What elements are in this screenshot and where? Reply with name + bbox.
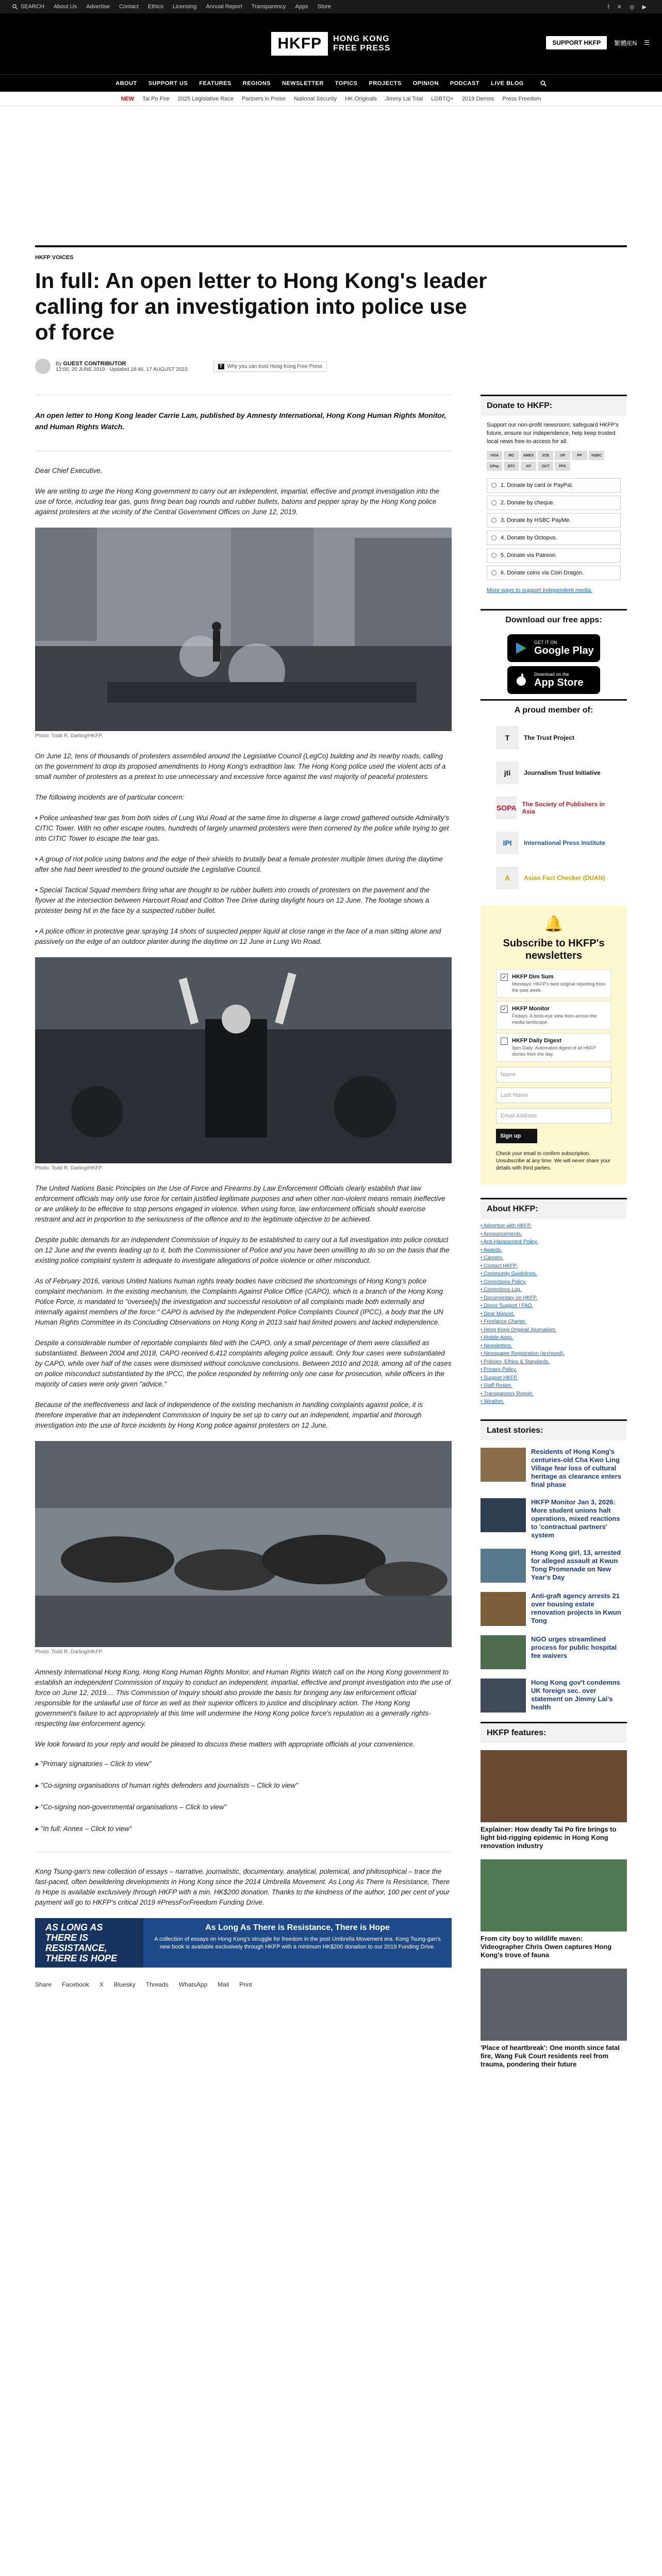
newsletter-option[interactable]: ✓ HKFP Monitor Fridays: A birds-eye view from across the media landscape. — [496, 1001, 611, 1030]
top-link-advertise[interactable]: Advertise — [86, 4, 110, 10]
share-x[interactable]: X — [99, 1981, 104, 1988]
list-item[interactable] — [481, 1448, 627, 1489]
more-ways-link[interactable]: More ways to support independent media. — [487, 587, 592, 594]
menu-icon[interactable]: ☰ — [644, 39, 650, 46]
paragraph: As of February 2016, various United Nations human rights treaty bodies have criticised the shortcomings of Hong Kong's police complaint mechanism. In the existing mechanism, the Complaints Against Police Office (CAPO), which is a branch of the Hong Kong Police Force, is mandated to "oversee[s] the investigation and successful resolution of all complaints made both externally and internally against members of the force." CAPO is advised by the Independent Police Complaints Council (IPCC), a body that the UN Human Rights Committee in its Concluding Observations on Hong Kong in 2013 said had limited powers and lacked independence. — [35, 1277, 443, 1326]
donate-option-coin-dragon[interactable]: 6. Donate coins via Coin Dragon. — [487, 566, 621, 580]
main-nav — [0, 74, 662, 92]
search-icon — [12, 4, 18, 9]
top-link-transparency[interactable]: Transparency — [251, 4, 286, 10]
paragraph: • Police unleashed tear gas from both sides of Lung Wui Road at the same time to disperse a large crowd gathered outside Admiralty's CITIC Tower. With no other escape routes, hundreds of largely unarmed protesters were then cornered by the police while trying to get into CITIC Tower to escape the tear gas. — [35, 814, 449, 842]
paragraph: Despite public demands for an independent Commission of Inquiry to be established to carry out a full investigation into police conduct on 12 June and the events leading up to it, both the Commissioner of Police and you have been unwilling to do so on the basis that the existing police complaint system is adequate to investigate allegations of police violence or other misconduct. — [35, 1236, 450, 1264]
trending-link[interactable]: National Security — [293, 95, 337, 102]
book-cover: AS LONG AS THERE IS RESISTANCE, THERE IS HOPE — [35, 1918, 143, 1968]
toggle-cosigning-ngos[interactable]: ▸ "Co-signing non-governmental organisations – Click to view" — [35, 1803, 227, 1811]
latest-stories — [481, 1448, 627, 1713]
about-link[interactable]: • Transparency Report. — [481, 1390, 627, 1398]
payment-card-icon: BTC — [504, 462, 519, 471]
story-thumbnail[interactable] — [481, 1498, 526, 1532]
nav-features[interactable]: FEATURES — [199, 80, 231, 87]
payment-card-icon: UP — [555, 451, 570, 460]
top-link-ethics[interactable]: Ethics — [147, 4, 163, 10]
sidebar — [481, 395, 627, 2078]
about-link[interactable]: • Careers. — [481, 1254, 627, 1262]
trending-link[interactable]: Partners in Prose — [241, 95, 286, 102]
about-link[interactable]: • Community Guidelines. — [481, 1270, 627, 1278]
paragraph: • A group of riot police using batons and the edge of their shields to brutally beat a female protester multiple times during the daytime after she had been wrestled to the ground outside the Legislative Council. — [35, 855, 443, 873]
nav-newsletter[interactable]: NEWSLETTER — [282, 80, 324, 87]
radio-icon — [491, 518, 496, 523]
app-store-button[interactable]: Download on the App Store — [507, 666, 600, 694]
radio-icon — [491, 553, 496, 558]
about-link[interactable]: • Advertise with HKFP. — [481, 1222, 627, 1230]
photo-caption: Photo: Todd R. Darling/HKFP. — [35, 1649, 103, 1655]
trending-link[interactable]: Jimmy Lai Trial — [385, 95, 423, 102]
payment-card-icon: PP — [572, 451, 587, 460]
about-link[interactable]: • Contact HKFP. — [481, 1262, 627, 1270]
category-tag[interactable]: HKFP VOICES — [35, 255, 74, 261]
about-link[interactable]: • Support HKFP. — [481, 1374, 627, 1382]
jti-logo: jti — [496, 761, 519, 784]
protest-photo — [35, 528, 452, 731]
toggle-annex[interactable]: ▸ "In full: Annex – Click to view" — [35, 1825, 132, 1833]
story-thumbnail[interactable] — [481, 1549, 526, 1583]
google-play-icon — [515, 641, 528, 655]
paragraph: We look forward to your reply and would be pleased to discuss these matters with appropriate officials at your convenience. — [35, 1740, 415, 1748]
share-label: Share — [35, 1981, 52, 1988]
trending-link[interactable]: 2025 Legislative Race — [177, 95, 234, 102]
article-dates: 12:00, 20 JUNE 2019 · Updated 18:46, 17 AUGUST 2023 — [56, 366, 188, 372]
about-link[interactable]: • Weather. — [481, 1398, 627, 1406]
article-body — [35, 395, 452, 2078]
last-name-input[interactable]: Last Name — [496, 1088, 611, 1103]
photo-scene — [35, 1441, 452, 1647]
about-link[interactable]: • Corrections Log. — [481, 1286, 627, 1294]
payment-card-icon: MC — [504, 451, 519, 460]
list-item[interactable] — [481, 1750, 627, 1850]
paragraph: The following incidents are of particular concern: — [35, 793, 185, 801]
member-sopa[interactable]: SOPA The Society of Publishers in Asia — [481, 790, 627, 825]
logo-line-2: FREE PRESS — [333, 44, 391, 53]
list-item[interactable] — [481, 1549, 627, 1583]
top-link-about[interactable]: About Us — [53, 4, 77, 10]
share-whatsapp[interactable]: WhatsApp — [178, 1981, 208, 1988]
radio-icon — [491, 570, 496, 575]
story-title[interactable]: NGO urges streamlined process for public hospital fee waivers — [531, 1635, 617, 1659]
list-item[interactable] — [481, 1635, 627, 1669]
list-item[interactable] — [481, 1679, 627, 1713]
about-link[interactable]: • Anti-Harassment Policy. — [481, 1238, 627, 1246]
book-title: As Long As There is Resistance, There is Hope — [205, 1923, 390, 1932]
support-hkfp-button[interactable]: SUPPORT HKFP — [546, 36, 607, 49]
trust-badge[interactable]: T Why you can trust Hong Kong Free Press — [213, 361, 327, 372]
trending-link[interactable]: Tai Po Fire — [142, 95, 170, 102]
paragraph: On June 12, tens of thousands of protesters assembled around the Legislative Council (LegCo) building and its nearby roads, calling on the government to drop its proposed amendments to Hong Kong's extradition law. The Hong Kong police used the violent acts of a small number of protesters as a pretext to use unnecessary and excessive force against the vast majority of peaceful protesters. — [35, 752, 446, 781]
about-link[interactable]: • Policies, Ethics & Standards. — [481, 1358, 627, 1366]
author-name[interactable]: GUEST CONTRIBUTOR — [63, 360, 126, 367]
payment-card-icon: VISA — [487, 451, 502, 460]
about-link[interactable]: • Privacy Policy. — [481, 1366, 627, 1374]
apple-icon — [515, 673, 528, 687]
donate-heading: Donate to HKFP: — [481, 395, 627, 416]
donate-text: Support our non-profit newsroom; safeguard HKFP's future, ensure our independence, help keep trusted local news free-to-access for all. — [487, 422, 619, 445]
fact-checker-logo: A — [496, 867, 519, 889]
story-thumbnail[interactable] — [481, 1635, 526, 1669]
list-item[interactable] — [481, 1969, 627, 2069]
about-link[interactable]: • Announcements. — [481, 1230, 627, 1239]
nav-projects[interactable]: PROJECTS — [369, 80, 402, 87]
protest-photo — [35, 957, 452, 1163]
trending-new-label: NEW — [121, 95, 135, 102]
donate-option-patreon[interactable]: 5. Donate via Patreon. — [487, 548, 621, 563]
first-name-input[interactable]: Name — [496, 1067, 611, 1082]
donate-option-octopus[interactable]: 4. Donate by Octopus. — [487, 531, 621, 545]
donate-option-card[interactable]: 1. Donate by card or PayPal. — [487, 478, 621, 493]
feature-title[interactable]: 'Place of heartbreak': One month since fatal fire, Wang Fuk Court residents reel from trauma, pondering their future — [481, 2043, 620, 2068]
share-mail[interactable]: Mail — [218, 1981, 229, 1988]
payment-card-icon: JCB — [538, 451, 553, 460]
language-switch[interactable]: 繁體/EN — [614, 39, 637, 47]
payment-cards — [481, 451, 627, 475]
top-link-apps[interactable]: Apps — [295, 4, 308, 10]
member-trust-project[interactable]: T The Trust Project — [481, 720, 627, 755]
trust-icon: T — [218, 364, 224, 369]
signup-note: Check your email to confirm subscription. Unsubscribe at any time. We will never share your details with third parties. — [496, 1151, 611, 1171]
paragraph: Because of the ineffectiveness and lack of independence of the existing mechanism in handling complaints against police, it is therefore imperative that an independent Commission of Inquiry be set up to carry out an independent, impartial and thorough investigation into the use of force incidents by Hong Kong police against protesters on 12 June. — [35, 1401, 423, 1429]
trending-link[interactable]: LGBTQ+ — [431, 95, 454, 102]
latest-heading: Latest stories: — [481, 1419, 627, 1440]
top-link-store[interactable]: Store — [317, 4, 331, 10]
list-item[interactable] — [481, 1498, 627, 1539]
book-promo-text: Kong Tsung-gan's new collection of essays – narrative, journalistic, documentary, analytical, polemical, and philosophical – trace the fast-paced, often bewildering developments in Hong Kong since the 2014 Umbrella Movement. As Long As There Is Resistance, There Is Hope is available exclusively through HKFP with a min. HK$200 donation. Thanks to the kindness of the author, 100 per cent of your payment will go to HKFP's critical 2019 #PressForFreedom Funding Drive. — [35, 1868, 450, 1906]
about-link[interactable]: • Donor Support | FAQ. — [481, 1302, 627, 1310]
feature-title[interactable]: From city boy to wildlife maven: Videographer Chris Owen captures Hong Kong's trove of fauna — [481, 1934, 612, 1959]
story-thumbnail[interactable] — [481, 1679, 526, 1713]
photo-caption: Photo: Todd R. Darling/HKFP. — [35, 1165, 103, 1171]
book-description: A collection of essays on Hong Kong's struggle for freedom in the post Umbrella Movement era. Kong Tsung-gan's new book is available exclusively through HKFP with a minimum HK$200 donation to our 2019 Funding Drive. — [154, 1936, 441, 1950]
trust-project-logo: T — [496, 726, 519, 749]
feature-stories — [481, 1750, 627, 2069]
ipi-logo: IPI — [496, 832, 519, 854]
checkbox-icon[interactable]: ✓ — [501, 974, 508, 981]
payment-card-icon: HSBC — [589, 451, 604, 460]
about-link[interactable]: • Freelance Charter. — [481, 1318, 627, 1326]
trending-link[interactable]: HK Originals — [345, 95, 377, 102]
nav-topics[interactable]: TOPICS — [335, 80, 358, 87]
paragraph: Amnesty International Hong Kong, Hong Kong Human Rights Monitor, and Human Rights Watch call on the Hong Kong government to establish an independent Commission of Inquiry to conduct an independent, impartial, effective and prompt investigation into the use of force on June 12, 2019.... This Commission of Inquiry should also provide the basis for bringing any law enforcement official responsible for the unlawful use of force as well as their superior officers to justice and disciplinary action. The Hong Kong government's failure to act appropriately at this time will undermine the Hong Kong police force's reputation as a generally rights-respecting law enforcement agency. — [35, 1668, 451, 1727]
nav-live-blog[interactable]: LIVE BLOG — [491, 80, 524, 87]
about-link[interactable]: • Dear Mascot. — [481, 1310, 627, 1318]
member-heading: A proud member of: — [481, 699, 627, 720]
social-icons[interactable]: f ✕ ◎ ▶ — [607, 4, 650, 10]
search-icon[interactable] — [540, 80, 547, 87]
about-link[interactable]: • Newspaper Registration (archived). — [481, 1350, 627, 1358]
feature-title[interactable]: Explainer: How deadly Tai Po fire brings to light bid-rigging epidemic in Hong Kong renovation industry — [481, 1825, 617, 1850]
sopa-logo: SOPA — [496, 796, 517, 819]
top-link-licensing[interactable]: Licensing — [172, 4, 197, 10]
avatar — [35, 359, 51, 374]
about-link[interactable]: • Corrections Policy. — [481, 1278, 627, 1286]
book-banner[interactable] — [35, 1918, 452, 1968]
about-link[interactable]: • Mobile Apps. — [481, 1334, 627, 1342]
checkbox-icon[interactable] — [501, 1038, 508, 1045]
payment-card-icon: AP — [521, 462, 536, 471]
trending-link[interactable]: 2019 Demos — [461, 95, 494, 102]
google-play-button[interactable]: GET IT ON Google Play — [507, 634, 600, 662]
story-title[interactable]: Residents of Hong Kong's centuries-old Cha Kwo Ling Village fear loss of cultural heritage as clearance enters final phase — [531, 1447, 621, 1488]
nav-podcast[interactable]: PODCAST — [450, 80, 480, 87]
donate-option-payme[interactable]: 3. Donate by HSBC PayMe. — [487, 513, 621, 528]
story-title[interactable]: Anti-graft agency arrests 21 over housing estate renovation projects in Kwun Tong — [531, 1591, 621, 1624]
member-asian-fact-checker[interactable]: A Asian Fact Checker (DUAN) — [481, 860, 627, 895]
member-ipi[interactable]: IPI International Press Institute — [481, 825, 627, 860]
share-threads[interactable]: Threads — [145, 1981, 169, 1988]
story-title[interactable]: HKFP Monitor Jan 3, 2026: More student unions halt operations, mixed reactions to 'contractual partners' system — [531, 1498, 620, 1539]
nav-opinion[interactable]: OPINION — [412, 80, 439, 87]
title-rule — [35, 245, 627, 247]
list-item[interactable] — [481, 1859, 627, 1959]
newsletter-heading: Subscribe to HKFP's newsletters — [503, 938, 605, 961]
newsletter-box — [481, 906, 627, 1184]
share-bluesky[interactable]: Bluesky — [113, 1981, 136, 1988]
toggle-cosigning-defenders[interactable]: ▸ "Co-signing organisations of human rights defenders and journalists – Click to view" — [35, 1782, 299, 1789]
about-links — [481, 1219, 627, 1409]
site-logo[interactable]: HKFP HONG KONG FREE PRESS — [271, 32, 390, 56]
toggle-primary-signatories[interactable]: ▸ "Primary signatories – Click to view" — [35, 1760, 152, 1768]
apps-heading: Download our free apps: — [481, 609, 627, 630]
about-link[interactable]: • Documentary on HKFP. — [481, 1294, 627, 1302]
story-title[interactable]: Hong Kong girl, 13, arrested for alleged assault at Kwun Tong Promenade on New Year's Day — [531, 1548, 621, 1581]
payment-card-icon: FPS — [555, 462, 570, 471]
member-jti[interactable]: jti Journalism Trust Initiative — [481, 755, 627, 790]
payment-card-icon: AMEX — [521, 451, 536, 460]
trending-link[interactable]: Press Freedom — [502, 95, 541, 102]
feature-thumbnail[interactable] — [481, 1859, 627, 1931]
newsletter-option[interactable]: ✓ HKFP Dim Sum Mondays: HKFP's best original reporting from the past week. — [496, 969, 611, 998]
story-title[interactable]: Hong Kong gov't condemns UK foreign sec. over statement on Jimmy Lai's health — [531, 1678, 620, 1711]
photo-scene — [35, 957, 452, 1163]
list-item[interactable] — [481, 1592, 627, 1626]
about-heading: About HKFP: — [481, 1198, 627, 1219]
paragraph: • Special Tactical Squad members firing what are thought to be rubber bullets into crowds of protesters on the pavement and the flyover at the intersection between Harcourt Road and Cotton Tree Drive during daylight hours on 12 June. The footage shows a protester being hit in the face by a suspected rubber bullet. — [35, 886, 430, 914]
newsletter-option[interactable]: HKFP Daily Digest 9pm Daily: Automated digest of all HKFP stories from the day. — [496, 1033, 611, 1062]
trending-bar — [0, 92, 662, 106]
signup-button[interactable]: Sign up — [496, 1129, 537, 1143]
photo-caption: Photo: Todd R. Darling/HKFP. — [35, 733, 103, 739]
radio-icon — [491, 500, 496, 505]
nav-regions[interactable]: REGIONS — [242, 80, 271, 87]
paragraph: The United Nations Basic Principles on the Use of Force and Firearms by Law Enforcement Officials clearly establish that law enforcement officials may only use force for certain justified legitimate purposes and when other non-violent means remain ineffective or are unlikely to be effective to stop persons engaged in violence. When using force, law enforcement officials should exercise restraint and act in proportion to the seriousness of the offence and to the legitimate objective to be achieved. — [35, 1184, 445, 1223]
payment-card-icon: OCT — [538, 462, 553, 471]
story-thumbnail[interactable] — [481, 1448, 526, 1482]
about-link[interactable]: • Hong Kong Original Journalism. — [481, 1326, 627, 1334]
top-search[interactable]: SEARCH — [12, 4, 44, 10]
share-facebook[interactable]: Facebook — [62, 1981, 89, 1988]
photo-scene — [35, 528, 452, 731]
share-bar — [35, 1981, 452, 1988]
top-link-contact[interactable]: Contact — [119, 4, 139, 10]
feature-thumbnail[interactable] — [481, 1969, 627, 2041]
nav-about[interactable]: ABOUT — [115, 80, 137, 87]
byline: By GUEST CONTRIBUTOR 12:00, 20 JUNE 2019 · Updated 18:46, 17 AUGUST 2023 T Why you can trust Hong Kong Free Press — [35, 359, 627, 374]
bell-icon: 🔔 — [544, 916, 564, 933]
logo-line-1: HONG KONG — [333, 35, 390, 43]
email-input[interactable]: Email Address — [496, 1108, 611, 1124]
nav-support-us[interactable]: SUPPORT US — [148, 80, 188, 87]
features-heading: HKFP features: — [481, 1722, 627, 1743]
article-lede: An open letter to Hong Kong leader Carrie Lam, published by Amnesty International, Hong Kong Human Rights Monitor, and Human Rights Watch. — [35, 395, 452, 432]
share-print[interactable]: Print — [239, 1981, 252, 1988]
radio-icon — [491, 483, 496, 488]
paragraph: Dear Chief Executive, — [35, 467, 103, 474]
masthead — [0, 13, 662, 74]
feature-thumbnail[interactable] — [481, 1750, 627, 1822]
radio-icon — [491, 535, 496, 540]
donate-option-cheque[interactable]: 2. Donate by cheque. — [487, 496, 621, 510]
top-utility-bar — [0, 0, 662, 13]
protest-photo — [35, 1441, 452, 1647]
article-title: In full: An open letter to Hong Kong's leader calling for an investigation into police use of force — [35, 268, 487, 344]
paragraph: • A police officer in protective gear spraying 14 shots of suspected pepper liquid at close range in the face of a man sitting alone and passively on the edge of an outdoor planter during the daytime on 12 June in Lung Wo Road. — [35, 927, 441, 945]
top-link-annual-report[interactable]: Annual Report — [206, 4, 242, 10]
checkbox-icon[interactable]: ✓ — [501, 1006, 508, 1013]
paragraph: We are writing to urge the Hong Kong government to carry out an independent, impartial, effective and prompt investigation into the use of force, including tear gas, guns firing bean bag rounds and rubber bullets, batons and pepper spray by the Hong Kong police against protesters at the vicinity of the Central Government Offices on June 12, 2019. — [35, 487, 439, 516]
story-thumbnail[interactable] — [481, 1592, 526, 1626]
paragraph: Despite a considerable number of reportable complaints filed with the CAPO, only a small percentage of them were classified as substantiated. Between 2004 and 2018, CAPO received 6,412 complaints alleging police assault. Only four cases were substantiated by CAPO, while over half of the cases were dismissed without conclusive conclusions. Between 2010 and 2018, among all of the cases on police misconduct substantiated by the IPCC, the police responded by referring only one case for prosecution, while officers in the majority of cases were only given "advice." — [35, 1339, 452, 1388]
payment-card-icon: GPay — [487, 462, 502, 471]
about-link[interactable]: • Awards. — [481, 1246, 627, 1255]
about-link[interactable]: • Newsletters. — [481, 1342, 627, 1350]
about-link[interactable]: • Staff Roster. — [481, 1382, 627, 1390]
